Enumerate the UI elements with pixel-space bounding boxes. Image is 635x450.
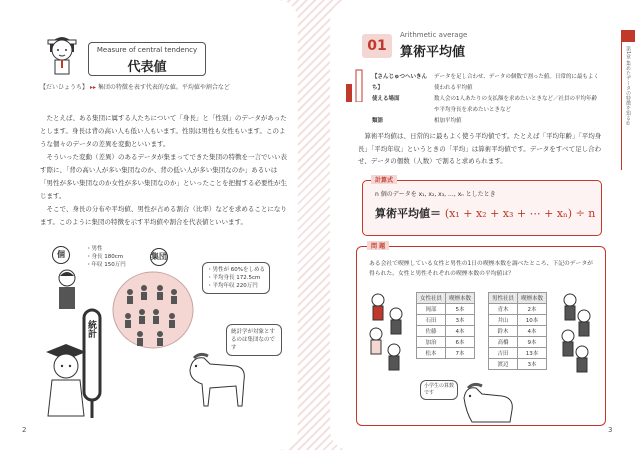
section-title-box bbox=[88, 42, 206, 76]
stats-note-bubble: 統計学が対象とするのは集団なのです bbox=[226, 324, 282, 356]
paragraph: そういった変動（差異）のあるデータが集まってできた集団の特徴を一言でいい表す際に、「背の高い人が多い集団なのか、背の低い人が多い集団なのか」あるいは「男性が多い集団なのか女性が多い集団なのか」といったことを把握する必要性が生じます。 bbox=[40, 153, 287, 200]
sitting-horse-illustration bbox=[458, 382, 518, 426]
definition-row: 【さんじゅつへいきんち】 データを足し合わせ、データの個数で割った値。日常的に最もよく使われる平均値 bbox=[372, 74, 599, 91]
male-workers-illustration bbox=[556, 290, 596, 380]
formula-tag: 計算式 bbox=[371, 175, 397, 184]
table-row: 松本 7本 bbox=[417, 348, 475, 359]
formula-label: 算術平均値＝ bbox=[375, 207, 441, 220]
horse-note-bubble: 小学生の算数です bbox=[420, 380, 458, 400]
formula-main bbox=[375, 205, 595, 221]
boy-illustration bbox=[42, 30, 82, 76]
individual-stats: ・男性 ・身長 180cm ・年収 150万円 bbox=[82, 242, 130, 272]
table-row: 岡部 5本 bbox=[417, 304, 475, 315]
individual-label: 個 bbox=[52, 246, 70, 264]
section-number: 01 bbox=[362, 34, 392, 58]
problem-tag: 問 題 bbox=[367, 241, 389, 250]
reading-line: 【だいひょうち】 ▸▸ 集団の特徴を表す代表的な値。平均値や割合など bbox=[40, 84, 230, 91]
formula-condition: n 個のデータを x₁, x₂, x₃, …, xₙ としたとき bbox=[375, 191, 496, 198]
page-number-right: 3 bbox=[608, 426, 613, 434]
definition-row: 類語 相加平均値 bbox=[372, 118, 462, 124]
male-smoking-table: 男性社員 喫煙本数 青木 2本 井山 10本 鈴木 4本 高橋 9本 吉田 13本 渡辺 3本 bbox=[488, 292, 547, 370]
problem-text: ある会社で喫煙している女性と男性の1日の喫煙本数を調べたところ、下記のデータが得られた。女性と男性それぞれの喫煙本数の平均値は？ bbox=[369, 261, 593, 277]
paragraph: たとえば、ある集団に属する人たちについて「身長」と「性別」のデータがあったとします。身長は背の高い人も低い人もいます。性別は男性も女性もいます。このような個々のデータの差異を変動といいます。 bbox=[40, 114, 287, 148]
table-row: 渡辺 3本 bbox=[489, 359, 547, 370]
group-label: 集団 bbox=[150, 248, 168, 266]
definitions-block bbox=[372, 72, 602, 127]
table-row: 高橋 9本 bbox=[489, 337, 547, 348]
bar-graphic-icon bbox=[344, 66, 368, 102]
paragraph: そこで、身長の分布や平均値、男性が占める割合（比率）などを求めることになります。このように集団の特徴を示す平均値や割合を代表値といいます。 bbox=[40, 205, 287, 226]
table-row: 井山 10本 bbox=[489, 315, 547, 326]
professor-illustration bbox=[40, 300, 120, 420]
definition-row: 使える場面 数人会の1人あたりの支払額を求めたいときなど／社員の平均年齢や平均身長を求めたいときなど bbox=[372, 96, 598, 113]
formula-expression: (x₁ + x₂ + x₃ + ⋯ + xₙ) ÷ n bbox=[444, 207, 596, 220]
table-row: 鈴木 4本 bbox=[489, 326, 547, 337]
left-body-text bbox=[40, 112, 288, 229]
reading-desc: 集団の特徴を表す代表的な値。平均値や割合など bbox=[97, 84, 230, 91]
table-row: 青木 2本 bbox=[489, 304, 547, 315]
chapter-side-tab-text: 第1章 集めたデータの特徴を知る① bbox=[625, 46, 631, 127]
page-number-left: 2 bbox=[22, 426, 27, 434]
group-circle-icon bbox=[110, 268, 196, 352]
group-stats-bubble: ・男性が 60%をしめる ・平均身長 172.5cm ・平均年収 220万円 bbox=[202, 262, 270, 294]
section-title-en: Measure of central tendency bbox=[96, 46, 198, 54]
statistics-sign-text: 統計 bbox=[86, 320, 96, 338]
horse-illustration bbox=[180, 350, 250, 412]
section-title-en: Arithmetic average bbox=[400, 31, 468, 39]
section-header bbox=[362, 31, 590, 60]
section-title-jp: 代表値 bbox=[127, 60, 167, 75]
female-workers-illustration bbox=[364, 290, 410, 380]
table-row: 吉田 13本 bbox=[489, 348, 547, 359]
chapter-side-tab bbox=[621, 30, 635, 170]
right-body-text: 算術平均値は、日常的に最もよく使う平均値です。たとえば「平均年齢」「平均身長」「平均年収」というときの「平均」は算術平均値です。データをすべて足し合わせ、データの個数（人数）で割ると求められます。 bbox=[358, 132, 602, 165]
table-row: 石田 3本 bbox=[417, 315, 475, 326]
formula-box bbox=[362, 177, 602, 236]
left-page bbox=[0, 0, 298, 450]
table-row: 加治 6本 bbox=[417, 337, 475, 348]
table-row: 佐藤 4本 bbox=[417, 326, 475, 337]
female-smoking-table: 女性社員 喫煙本数 岡部 5本 石田 3本 佐藤 4本 加治 6本 松本 7本 bbox=[416, 292, 475, 359]
reading-label: 【だいひょうち】 bbox=[40, 84, 89, 91]
section-title-jp: 算術平均値 bbox=[400, 45, 466, 60]
